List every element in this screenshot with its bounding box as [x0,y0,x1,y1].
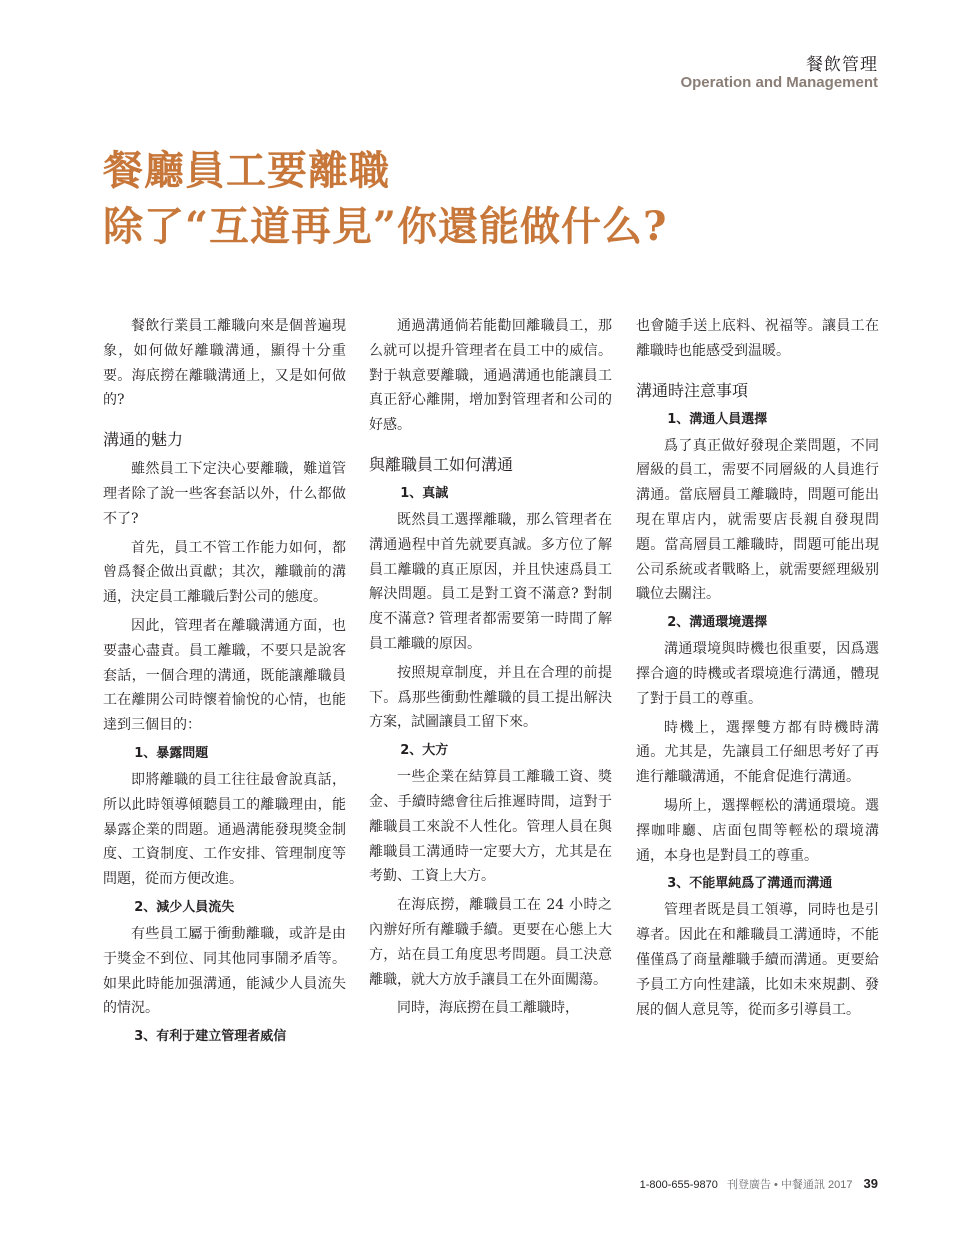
subheading: 1、真誠 [400,485,449,501]
page-footer [640,1176,878,1192]
paragraph: 也會隨手送上底料、祝福等。讓員工在離職時也能感受到温暖。 [636,318,879,359]
paragraph: 溝通環境與時機也很重要，因爲選擇合適的時機或者環境進行溝通，體現了對于員工的尊重。 [636,641,879,707]
column-3 [636,314,879,1026]
article-title-line1: 餐廳員工要離職 [103,147,390,194]
paragraph: 時機上，選擇雙方都有時機時溝通。尤其是，先讓員工仔細思考好了再進行離職溝通，不能倉促進行溝通。 [636,719,879,786]
subheading: 3、不能單純爲了溝通而溝通 [667,876,833,892]
paragraph: 餐飲行業員工離職向來是個普遍現象，如何做好離職溝通，顯得十分重要。海底撈在離職溝通上，又是如何做的? [103,318,346,409]
subheading: 2、溝通環境選擇 [667,615,768,631]
paragraph: 雖然員工下定決心要離職，難道管理者除了說一些客套話以外，什么都做不了? [103,461,346,527]
section-heading: 溝通時注意事項 [636,380,749,400]
paragraph: 同時，海底撈在員工離職時， [397,1000,579,1017]
footer-publication: 刊登廣告 • 中餐通訊 2017 [726,1179,853,1191]
paragraph: 場所上，選擇輕松的溝通環境。選擇咖啡廳、店面包間等輕松的環境溝通，本身也是對員工的尊重。 [636,797,879,864]
paragraph: 通過溝通倘若能勸回離職員工，那么就可以提升管理者在員工中的威信。對于執意要離職，通過溝通也能讓員工真正舒心離開，增加對管理者和公司的好感。 [369,318,612,434]
article-title-line2: 除了“互道再見”你還能做什么? [103,203,668,250]
paragraph: 一些企業在結算員工離職工資、獎金、手續時總會往后推遲時間，這對于離職員工來說不人性化。管理人員在與離職員工溝通時一定要大方，尤其是在考勤、工資上大方。 [369,769,612,885]
subheading: 2、減少人員流失 [134,899,235,915]
paragraph: 首先，員工不管工作能力如何，都曾爲餐企做出貢獻；其次，離職前的溝通，決定員工離職后對公司的態度。 [103,539,346,606]
section-heading: 溝通的魅力 [103,430,184,450]
column-1 [103,314,346,1051]
paragraph: 因此，管理者在離職溝通方面，也要盡心盡責。員工離職，不要只是說客套話，一個合理的溝通，既能讓離職員工在離開公司時懷着愉悅的心情，也能達到三個目的： [103,617,346,734]
section-title: 餐飲管理 [806,55,878,75]
paragraph: 管理者既是員工領導，同時也是引導者。因此在和離職員工溝通時，不能僅僅爲了商量離職手續而溝通。更要給予員工方向性建議，比如未來規劃、發展的個人意見等，從而多引導員工。 [636,902,879,1018]
paragraph: 即將離職的員工往往最會說真話，所以此時領導傾聽員工的離職理由，能暴露企業的問題。通過溝能發現獎金制度、工資制度、工作安排、管理制度等問題，從而方便改進。 [103,771,346,888]
paragraph: 按照規章制度，并且在合理的前提下。爲那些衝動性離職的員工提出解決方案，試圖讓員工留下來。 [369,664,612,731]
paragraph: 既然員工選擇離職，那么管理者在溝通過程中首先就要真誠。多方位了解員工離職的真正原因，并且快速爲員工解決問題。員工是對工資不滿意? 對制度不滿意? 管理者都需要第一時間了解員工離職的原因。 [369,511,612,652]
section-heading: 與離職員工如何溝通 [369,454,514,474]
subheading: 1、暴露問題 [134,745,209,761]
section-subtitle: Operation and Management [680,74,878,91]
paragraph: 爲了真正做好發現企業問題，不同層級的員工，需要不同層級的人員進行溝通。當底層員工離職時，問題可能出現在單店内，就需要店長親自發現問題。當高層員工離職時，問題可能出現公司系統或者戰略上，就需要經理級别職位去關注。 [636,437,879,603]
column-2 [369,314,612,1025]
subheading: 2、大方 [400,743,449,759]
footer-phone: 1-800-655-9870 [639,1179,718,1191]
subheading: 1、溝通人員選擇 [667,411,768,427]
page-number: 39 [863,1176,878,1191]
subheading: 3、有利于建立管理者威信 [134,1029,287,1045]
paragraph: 在海底撈，離職員工在 24 小時之內辦好所有離職手續。更要在心態上大方，站在員工角度思考問題。員工決意離職，就大方放手讓員工在外面闖蕩。 [369,897,612,988]
article-title [103,143,667,255]
paragraph: 有些員工屬于衝動離職，或許是由于獎金不到位、同其他同事鬧矛盾等。如果此時能加强溝通，能減少人員流失的情況。 [103,925,346,1017]
